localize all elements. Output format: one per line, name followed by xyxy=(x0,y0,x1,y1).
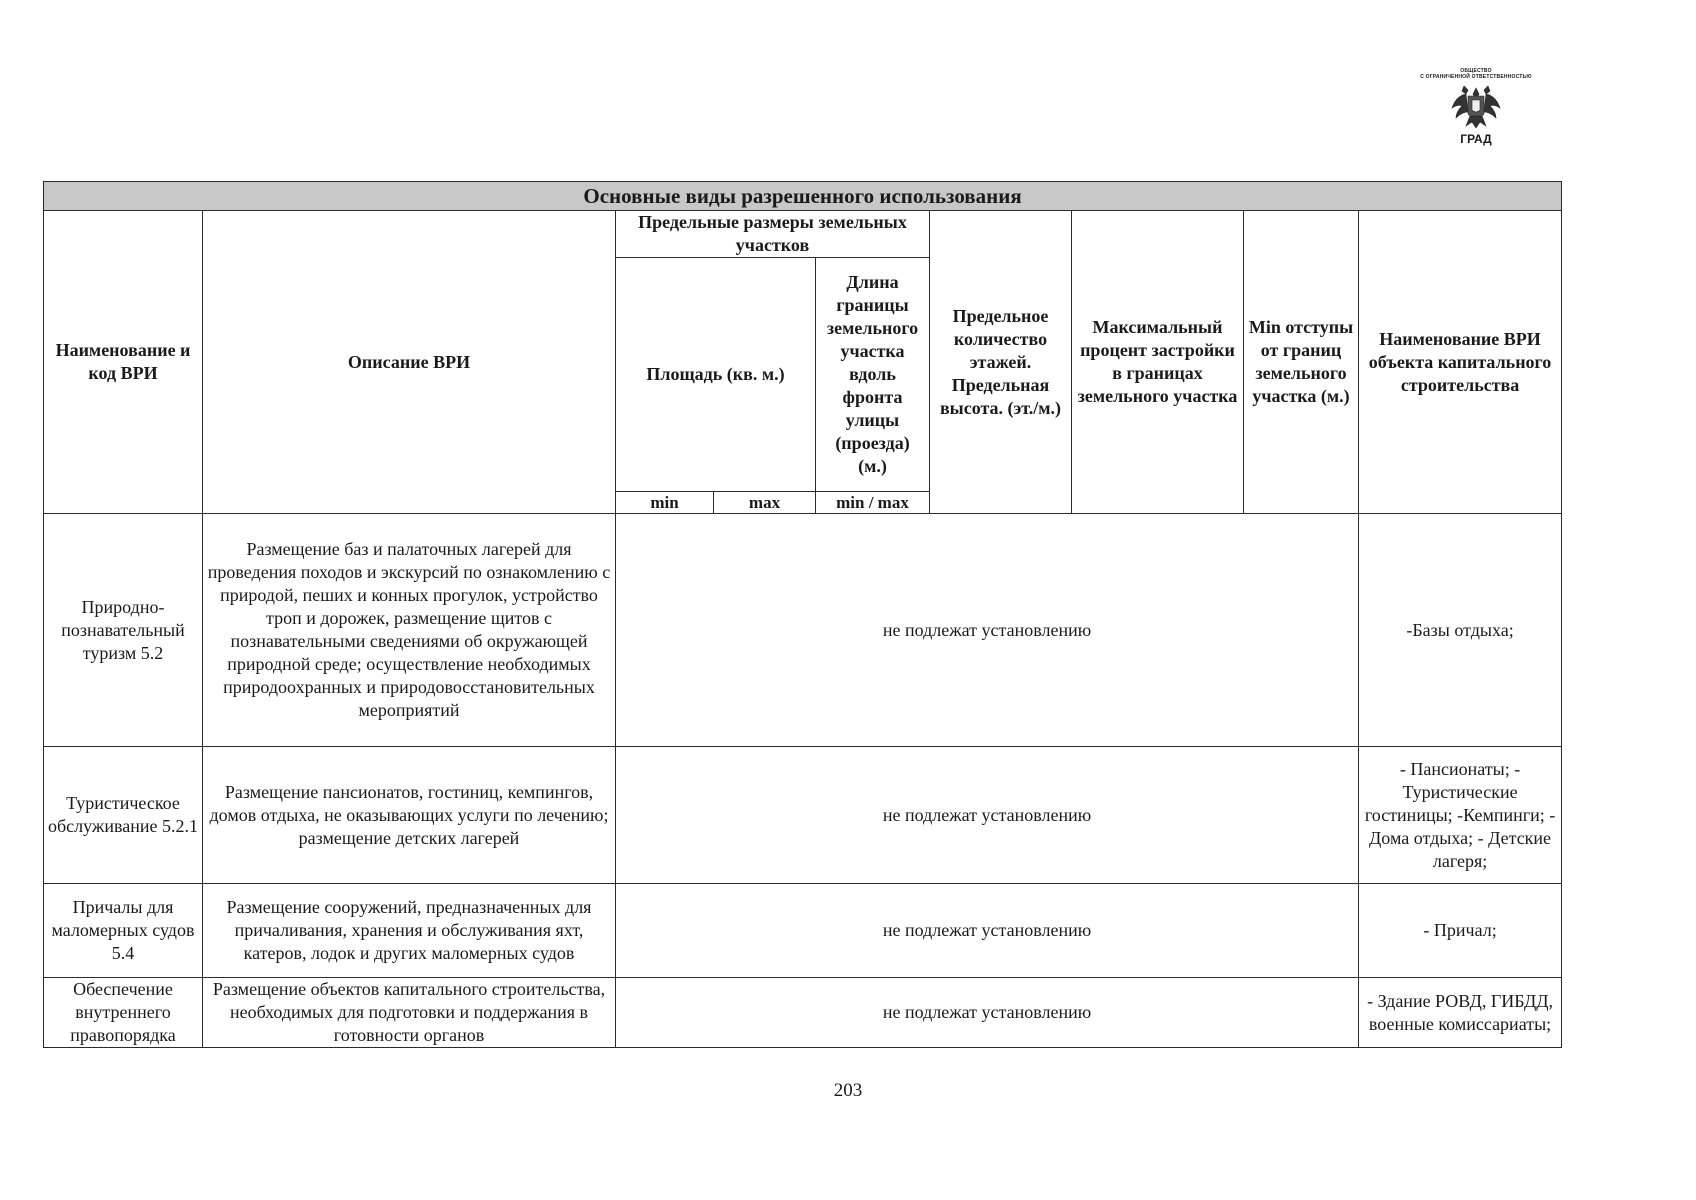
header-border-length: Длина границы земельного участка вдоль фронта улицы (проезда) (м.) xyxy=(816,258,930,492)
row-params: не подлежат установлению xyxy=(616,884,1359,978)
row-objects: - Причал; xyxy=(1359,884,1562,978)
header-object-name: Наименование ВРИ объекта капитального строительства xyxy=(1359,211,1562,514)
table-row xyxy=(44,884,1562,978)
row-description: Размещение пансионатов, гостиниц, кемпингов, домов отдыха, не оказывающих услуги по лечению; размещение детских лагерей xyxy=(203,747,616,884)
table-row xyxy=(44,978,1562,1048)
logo-line-1: ОБЩЕСТВО xyxy=(1460,68,1492,74)
header-min-setback: Min отступы от границ земельного участка (м.) xyxy=(1244,211,1359,514)
row-description: Размещение объектов капитального строительства, необходимых для подготовки и поддержания в готовности органов xyxy=(203,978,616,1048)
table-title-row xyxy=(44,182,1562,211)
double-headed-eagle-icon xyxy=(1450,82,1502,132)
header-description: Описание ВРИ xyxy=(203,211,616,514)
header-name-code: Наименование и код ВРИ xyxy=(44,211,203,514)
logo-line-2: С ОГРАНИЧЕННОЙ ОТВЕТСТВЕННОСТЬЮ xyxy=(1420,74,1532,80)
company-logo xyxy=(1396,68,1556,152)
header-area: Площадь (кв. м.) xyxy=(616,258,816,492)
row-name: Причалы для маломерных судов 5.4 xyxy=(44,884,203,978)
row-objects: - Здание РОВД, ГИБДД, военные комиссариаты; xyxy=(1359,978,1562,1048)
header-min: min xyxy=(616,492,714,514)
table-row xyxy=(44,514,1562,747)
header-plot-sizes: Предельные размеры земельных участков xyxy=(616,211,930,258)
header-row-1 xyxy=(44,211,1562,258)
row-params: не подлежат установлению xyxy=(616,747,1359,884)
row-objects: - Пансионаты; - Туристические гостиницы; -Кемпинги; - Дома отдыха; - Детские лагеря; xyxy=(1359,747,1562,884)
row-name: Туристическое обслуживание 5.2.1 xyxy=(44,747,203,884)
permitted-use-table xyxy=(43,181,1562,1048)
row-params: не подлежат установлению xyxy=(616,978,1359,1048)
row-description: Размещение баз и палаточных лагерей для проведения походов и экскурсий по ознакомлению с природой, пеших и конных прогулок, устройство троп и дорожек, размещение щитов с познавательными сведениями об окружающей природной среде; осуществление необходимых природоохранных и природовосстановительных мероприятий xyxy=(203,514,616,747)
header-max-percent: Максимальный процент застройки в границах земельного участка xyxy=(1072,211,1244,514)
header-max: max xyxy=(714,492,816,514)
row-params: не подлежат установлению xyxy=(616,514,1359,747)
row-name: Обеспечение внутреннего правопорядка xyxy=(44,978,203,1048)
row-name: Природно-познавательный туризм 5.2 xyxy=(44,514,203,747)
row-description: Размещение сооружений, предназначенных для причаливания, хранения и обслуживания яхт, катеров, лодок и других маломерных судов xyxy=(203,884,616,978)
header-floors: Предельное количество этажей. Предельная высота. (эт./м.) xyxy=(930,211,1072,514)
page-number: 203 xyxy=(833,1080,863,1101)
header-min-max: min / max xyxy=(816,492,930,514)
table-title: Основные виды разрешенного использования xyxy=(44,182,1562,211)
logo-name: ГРАД xyxy=(1460,132,1492,146)
table-row xyxy=(44,747,1562,884)
row-objects: -Базы отдыха; xyxy=(1359,514,1562,747)
